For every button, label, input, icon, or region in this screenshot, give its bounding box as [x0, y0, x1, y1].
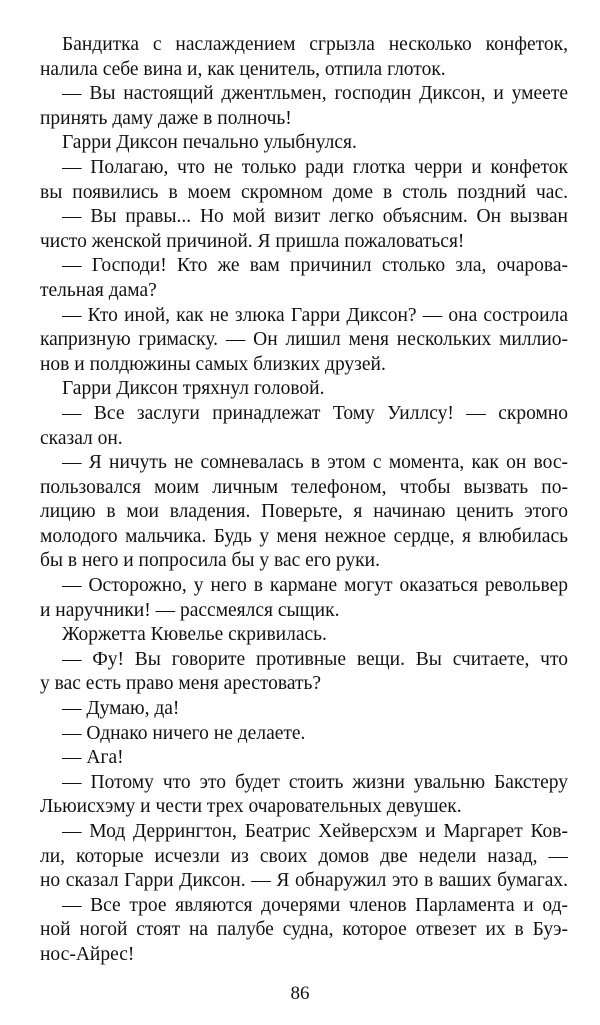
text-line: капризную гримаску. — Он лишил меня нескольких миллио- — [40, 329, 568, 351]
text-line: Льюисхэму и чести трех очаровательных девушек. — [40, 796, 462, 818]
text-line: тельная дама? — [40, 279, 157, 301]
text-line: молодого мальчика. Будь у меня нежное сердце, я влюбилась — [40, 525, 568, 547]
text-line: — Вы настоящий джентльмен, господин Диксон, и умеете — [62, 83, 568, 105]
text-line: Жоржетта Кювелье скривилась. — [62, 624, 327, 646]
text-line: лицию в мои владения. Поверьте, я начинаю ценить этого — [40, 501, 568, 523]
text-line: нос-Айрес! — [40, 943, 135, 965]
text-line: — Вы правы... Но мой визит легко объясним. Он вызван — [62, 206, 568, 228]
text-line: но сказал Гарри Диксон. — Я обнаружил это в ваших бумагах. — [40, 870, 568, 892]
text-line: — Фу! Вы говорите противные вещи. Вы считаете, что — [62, 648, 568, 670]
text-line: — Господи! Кто же вам причинил столько зла, очарова- — [62, 255, 568, 277]
text-line: — Полагаю, что не только ради глотка черри и конфеток — [62, 156, 568, 178]
text-line: — Ага! — [62, 747, 124, 769]
page-number: 86 — [290, 983, 310, 1004]
text-line: и наручники! — рассмеялся сыщик. — [40, 599, 340, 621]
text-line: налила себе вина и, как ценитель, отпила глоток. — [40, 58, 446, 80]
text-line: вы появились в моем скромном доме в столь поздний час. — [40, 181, 568, 203]
text-line: — Все заслуги принадлежат Тому Уиллсу! — скромно — [62, 402, 568, 424]
text-line: у вас есть право меня арестовать? — [40, 673, 322, 695]
text-line: Гарри Диксон печально улыбнулся. — [62, 132, 357, 154]
text-line: принять даму даже в полночь! — [40, 107, 292, 129]
text-line: — Я ничуть не сомневалась в этом с момента, как он вос- — [62, 452, 568, 474]
text-line: чисто женской причиной. Я пришла пожаловаться! — [40, 230, 465, 252]
text-line: ли, которые исчезли из своих домов две недели назад, — — [40, 845, 568, 867]
text-line: нов и полдюжины самых близких друзей. — [40, 353, 386, 375]
text-line: — Осторожно, у него в кармане могут оказаться револьвер — [62, 575, 568, 597]
text-line: — Думаю, да! — [62, 698, 180, 720]
text-line: — Все трое являются дочерями членов Парламента и од- — [62, 894, 568, 916]
text-line: Гарри Диксон тряхнул головой. — [62, 378, 325, 400]
text-line: Бандитка с наслаждением сгрызла несколько конфеток, — [62, 34, 568, 55]
text-line: — Мод Деррингтон, Беатрис Хейверсхэм и Маргарет Ков- — [62, 821, 568, 842]
text-line: ной ногой стоят на палубе судна, которое отвезет их в Буэ- — [40, 919, 568, 941]
text-line: — Потому что это будет стоить жизни увальню Бакстеру — [62, 771, 568, 793]
text-line: — Кто иной, как не злюка Гарри Диксон? — она состроила — [62, 304, 568, 326]
text-line: пользовался моим личным телефоном, чтобы вызвать по- — [40, 476, 568, 498]
text-line: бы в него и попросила бы у вас его руки. — [40, 550, 380, 572]
page-body-text — [40, 33, 568, 968]
text-line: — Однако ничего не делаете. — [62, 722, 306, 744]
text-line: сказал он. — [40, 427, 123, 449]
